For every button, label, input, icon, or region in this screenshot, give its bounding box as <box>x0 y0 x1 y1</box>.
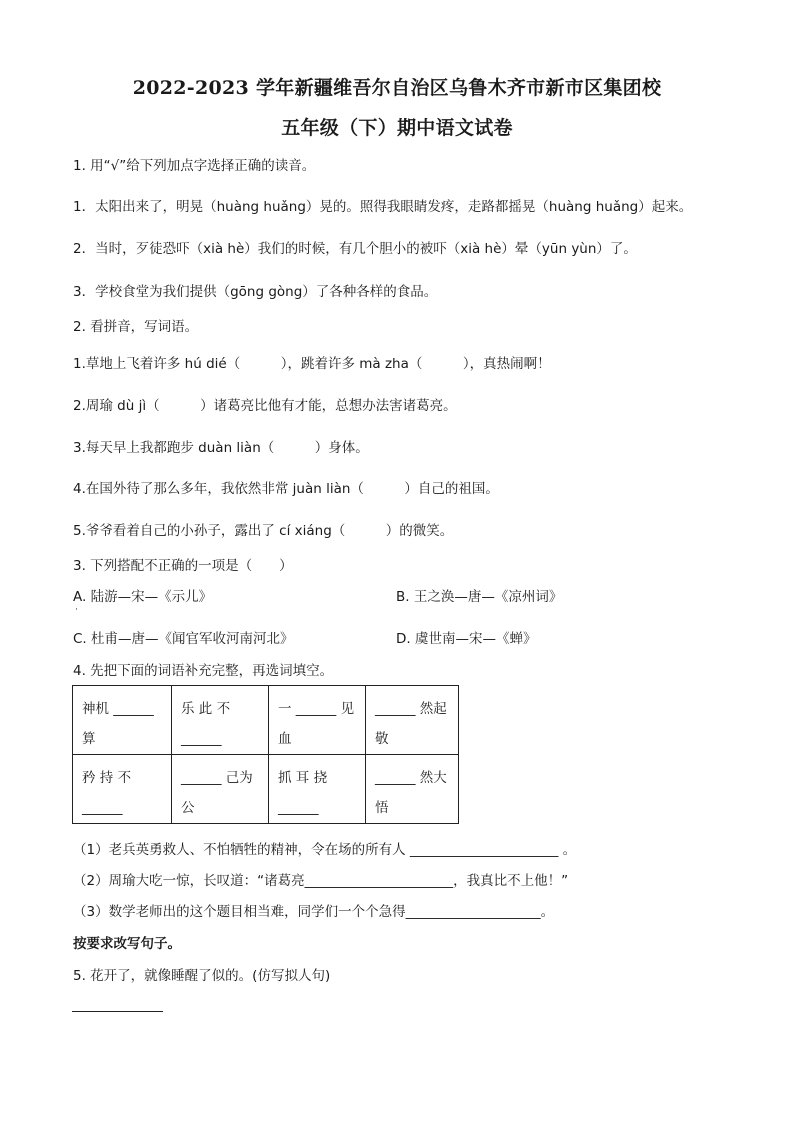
cell-line: 公 <box>181 800 195 816</box>
table-cell <box>172 686 269 755</box>
table-cell <box>73 755 172 824</box>
cell-line: 算 <box>82 731 96 747</box>
cell-line: 敬 <box>375 731 389 747</box>
exam-title-line2: 五年级（下）期中语文试卷 <box>281 117 513 139</box>
cell-line: 乐 此 不 <box>181 701 231 717</box>
q2-item-5: 5.爷爷看着自己的小孙子，露出了 cí xiáng（ ）的微笑。 <box>73 523 454 539</box>
exam-title-line1: 2022-2023 学年新疆维吾尔自治区乌鲁木齐市新市区集团校 <box>132 77 662 99</box>
table-cell <box>366 755 459 824</box>
q1-item-1: 1．太阳出来了，明晃（huàng huǎng）晃的。照得我眼睛发疼，走路都摇晃（huàng huǎng）起来。 <box>73 199 693 215</box>
cell-line: ______ 己为 <box>181 770 253 786</box>
q5-stem: 5. 花开了，就像睡醒了似的。(仿写拟人句) <box>73 968 331 984</box>
cell-line: ______ <box>82 800 123 816</box>
cell-line: 一 ______ 见 <box>278 701 355 717</box>
q4-fill-1: （1）老兵英勇救人、不怕牺牲的精神，令在场的所有人 ______________________ 。 <box>73 842 577 858</box>
table-row <box>73 686 459 755</box>
dot-mark: · <box>75 605 78 615</box>
q3-option-b: B. 王之涣—唐—《凉州词》 <box>396 589 563 605</box>
cell-line: 矜 持 不 <box>82 770 132 786</box>
q3-option-d: D. 虞世南—宋—《蝉》 <box>396 631 537 647</box>
q2-item-3: 3.每天早上我都跑步 duàn liàn（ ）身体。 <box>73 440 369 456</box>
cell-line: 血 <box>278 731 292 747</box>
answer-line <box>72 1011 163 1012</box>
idiom-table <box>72 685 459 824</box>
cell-line: ______ <box>278 800 319 816</box>
q2-item-4: 4.在国外待了那么多年，我依然非常 juàn liàn（ ）自己的祖国。 <box>73 481 499 497</box>
table-row <box>73 755 459 824</box>
q4-fill-2: （2）周瑜大吃一惊，长叹道：“诸葛亮______________________，我真比不上他！” <box>73 873 569 889</box>
cell-line: 神机 ______ <box>82 701 154 717</box>
cell-line: 抓 耳 挠 <box>278 770 328 786</box>
table-cell <box>366 686 459 755</box>
table-cell <box>269 686 366 755</box>
q2-item-1: 1.草地上飞着许多 hú dié（ ），跳着许多 mà zha（ ），真热闹啊！ <box>73 356 551 372</box>
cell-line: ______ <box>181 731 222 747</box>
q2-item-2: 2.周瑜 dù jì（ ）诸葛亮比他有才能，总想办法害诸葛亮。 <box>73 398 457 414</box>
section-heading: 按要求改写句子。 <box>73 936 181 952</box>
table-cell <box>172 755 269 824</box>
q3-option-c: C. 杜甫—唐—《闻官军收河南河北》 <box>73 631 294 647</box>
q3-stem: 3. 下列搭配不正确的一项是（ ） <box>73 558 293 574</box>
table-cell <box>73 686 172 755</box>
cell-line: ______ 然大 <box>375 770 447 786</box>
cell-line: 悟 <box>375 800 389 816</box>
q1-item-3: 3．学校食堂为我们提供（gōng gòng）了各种各样的食品。 <box>73 284 438 300</box>
q1-stem: 1. 用“√”给下列加点字选择正确的读音。 <box>73 158 316 174</box>
q3-option-a: A. 陆游—宋—《示儿》 <box>73 589 213 605</box>
q2-stem: 2. 看拼音，写词语。 <box>73 319 199 335</box>
q1-item-2: 2．当时，歹徒恐吓（xià hè）我们的时候，有几个胆小的被吓（xià hè）晕（yūn yùn）了。 <box>73 241 637 257</box>
q4-fill-3: （3）数学老师出的这个题目相当难，同学们一个个急得____________________。 <box>73 904 555 920</box>
cell-line: ______ 然起 <box>375 701 447 717</box>
table-cell <box>269 755 366 824</box>
q4-stem: 4. 先把下面的词语补充完整，再选词填空。 <box>73 663 334 679</box>
